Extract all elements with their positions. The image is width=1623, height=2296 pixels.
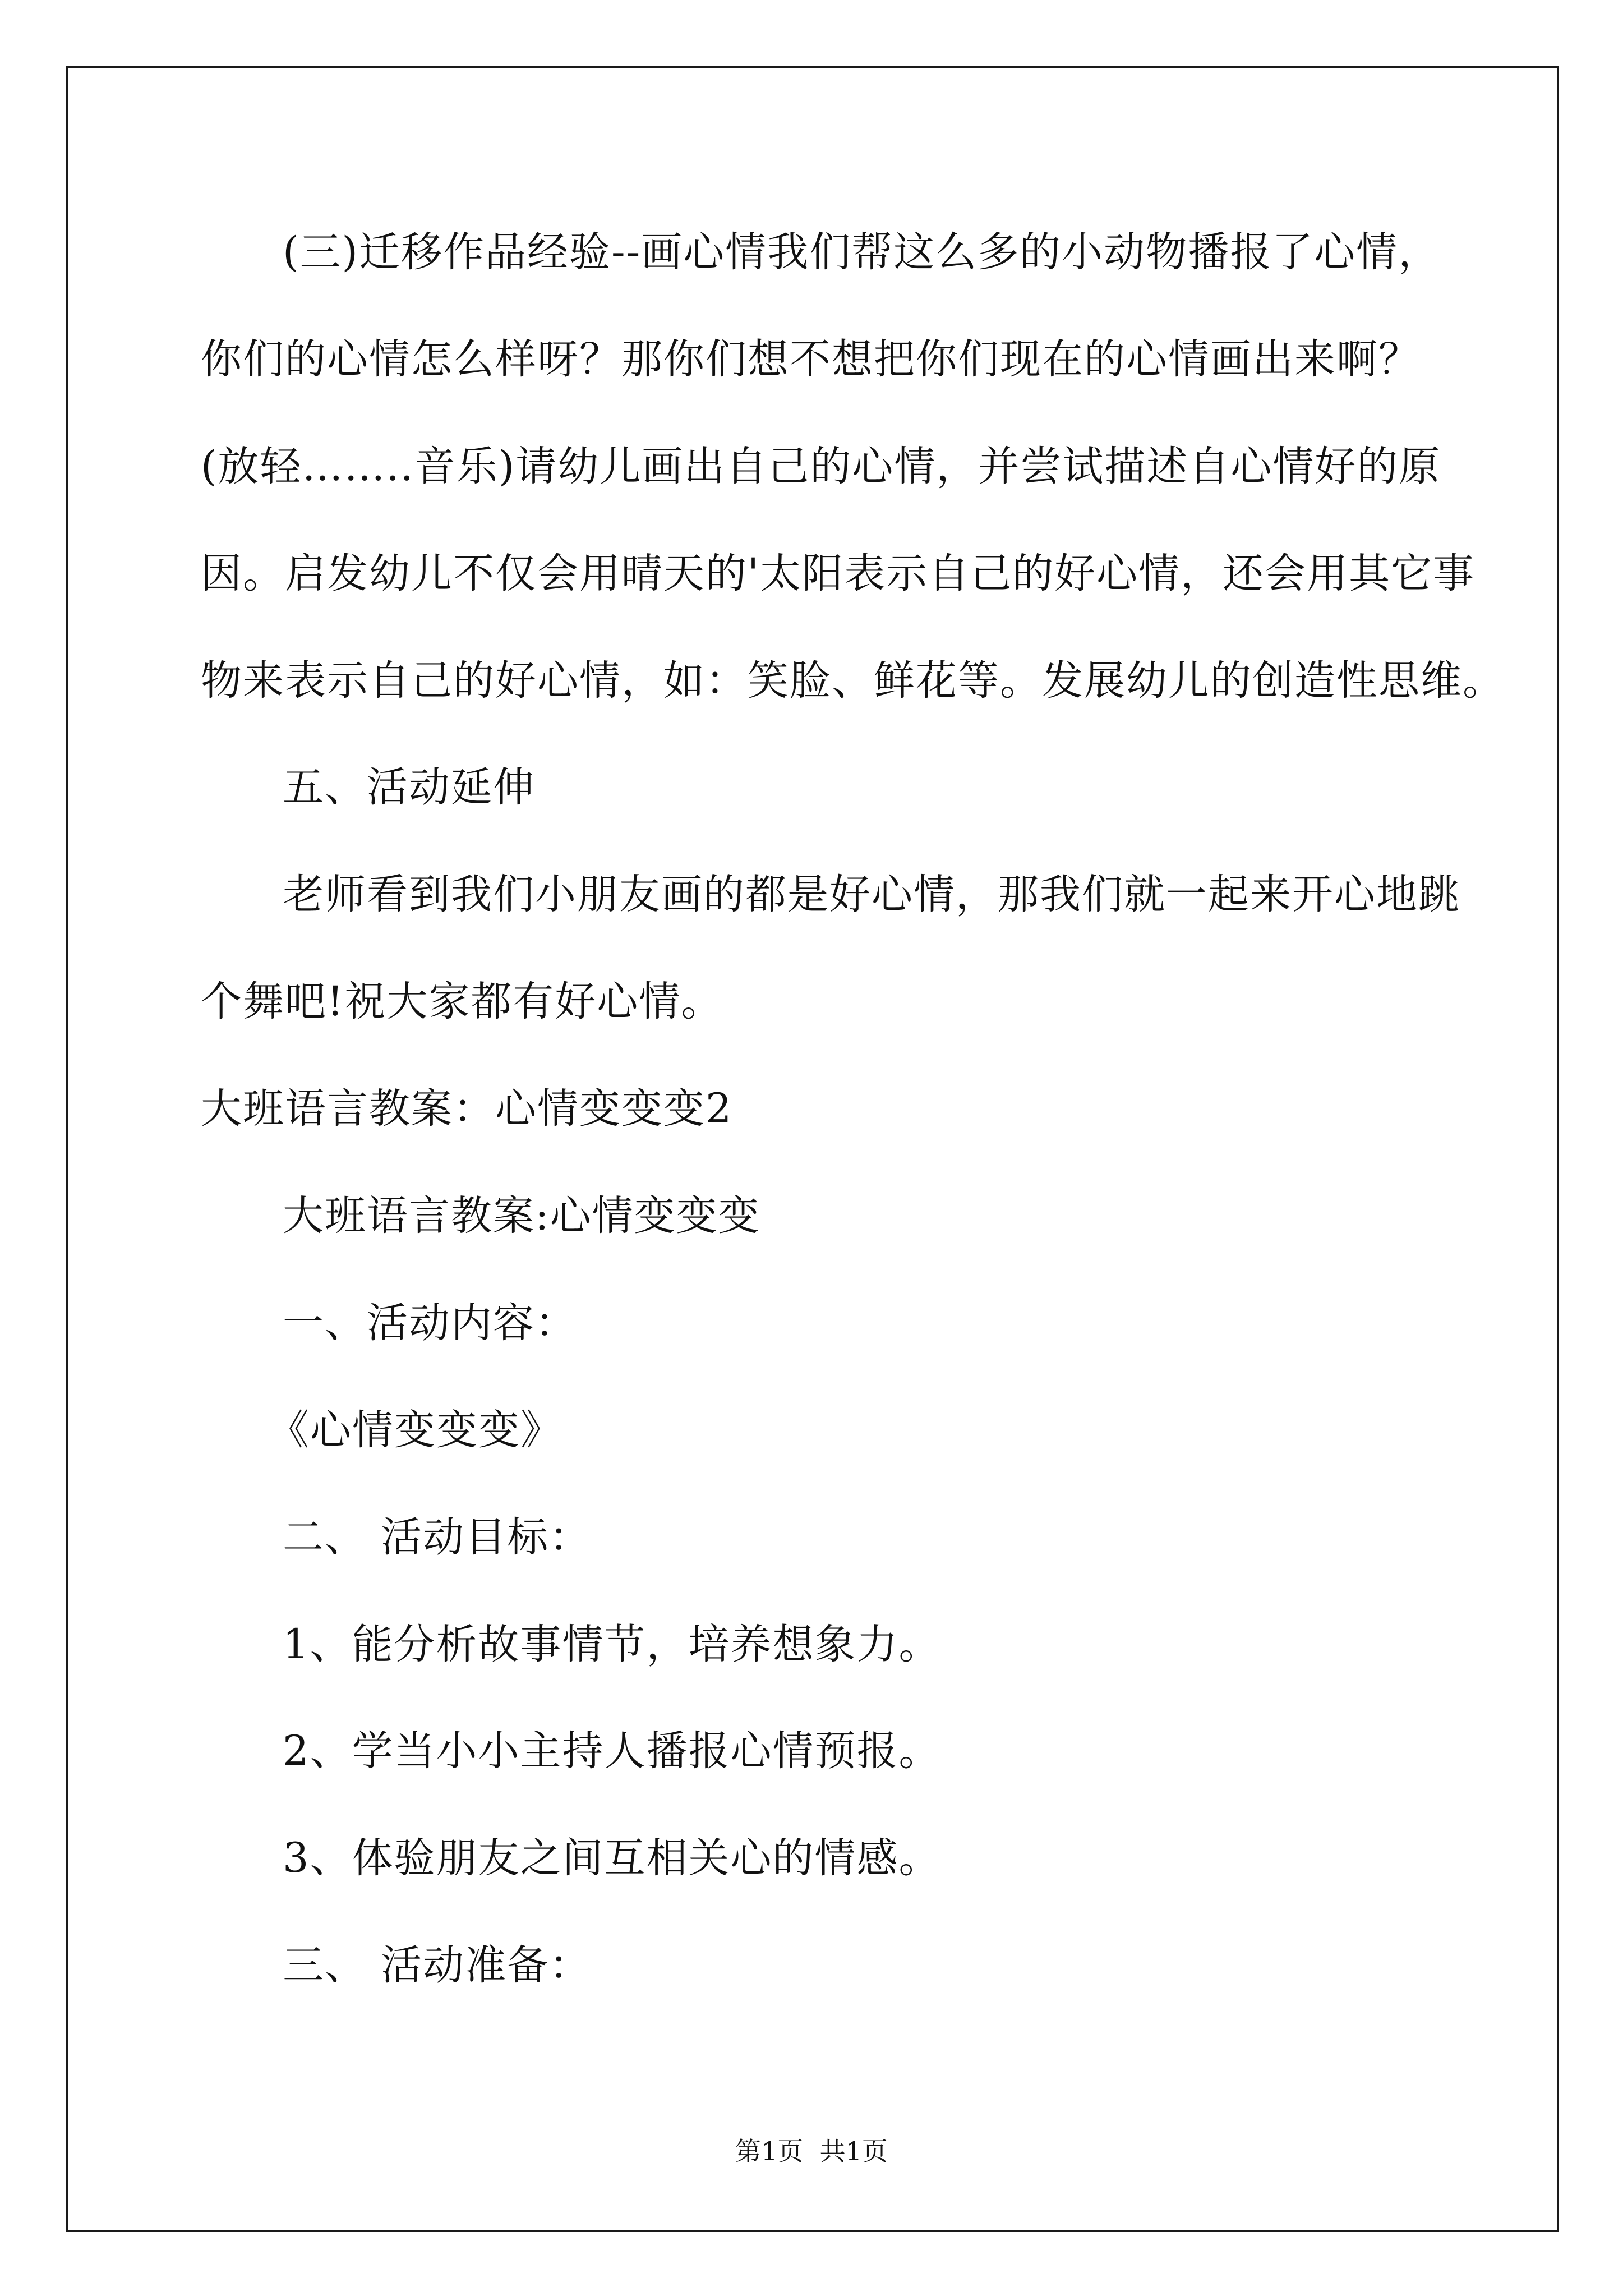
paragraph-line: 个舞吧!祝大家都有好心情。: [201, 978, 723, 1026]
section-heading: 二、 活动目标：: [283, 1513, 592, 1561]
paragraph-line: 因。启发幼儿不仅会用晴天的'太阳表示自己的好心情，还会用其它事: [201, 549, 1476, 597]
document-body: [201, 199, 1536, 2019]
paragraph-line: 物来表示自己的好心情，如：笑脸、鲜花等。发展幼儿的创造性思维。: [201, 656, 1505, 705]
paragraph-line: (三)迁移作品经验--画心情我们帮这么多的小动物播报了心情，: [283, 228, 1441, 276]
paragraph-line: 《心情变变变》: [268, 1406, 562, 1454]
section-heading: 三、 活动准备：: [283, 1941, 592, 1990]
paragraph-line: (放轻……..音乐)请幼儿画出自己的心情，并尝试描述自心情好的原: [201, 442, 1441, 490]
paragraph-line: 老师看到我们小朋友画的都是好心情，那我们就一起来开心地跳: [283, 871, 1460, 919]
list-item: 3、体验朋友之间互相关心的情感。: [283, 1834, 941, 1883]
list-item: 2、学当小小主持人播报心情预报。: [283, 1727, 941, 1775]
section-heading: 一、活动内容：: [283, 1299, 577, 1347]
document-title: 大班语言教案：心情变变变2: [201, 1085, 733, 1133]
section-heading: 五、活动延伸: [283, 763, 535, 812]
subtitle-line: 大班语言教案:心情变变变: [283, 1192, 760, 1240]
paragraph-line: 你们的心情怎么样呀？那你们想不想把你们现在的心情画出来啊？: [201, 335, 1421, 383]
list-item: 1、能分析故事情节，培养想象力。: [283, 1620, 941, 1668]
page-number-footer: 第1页 共1页: [735, 2136, 888, 2166]
